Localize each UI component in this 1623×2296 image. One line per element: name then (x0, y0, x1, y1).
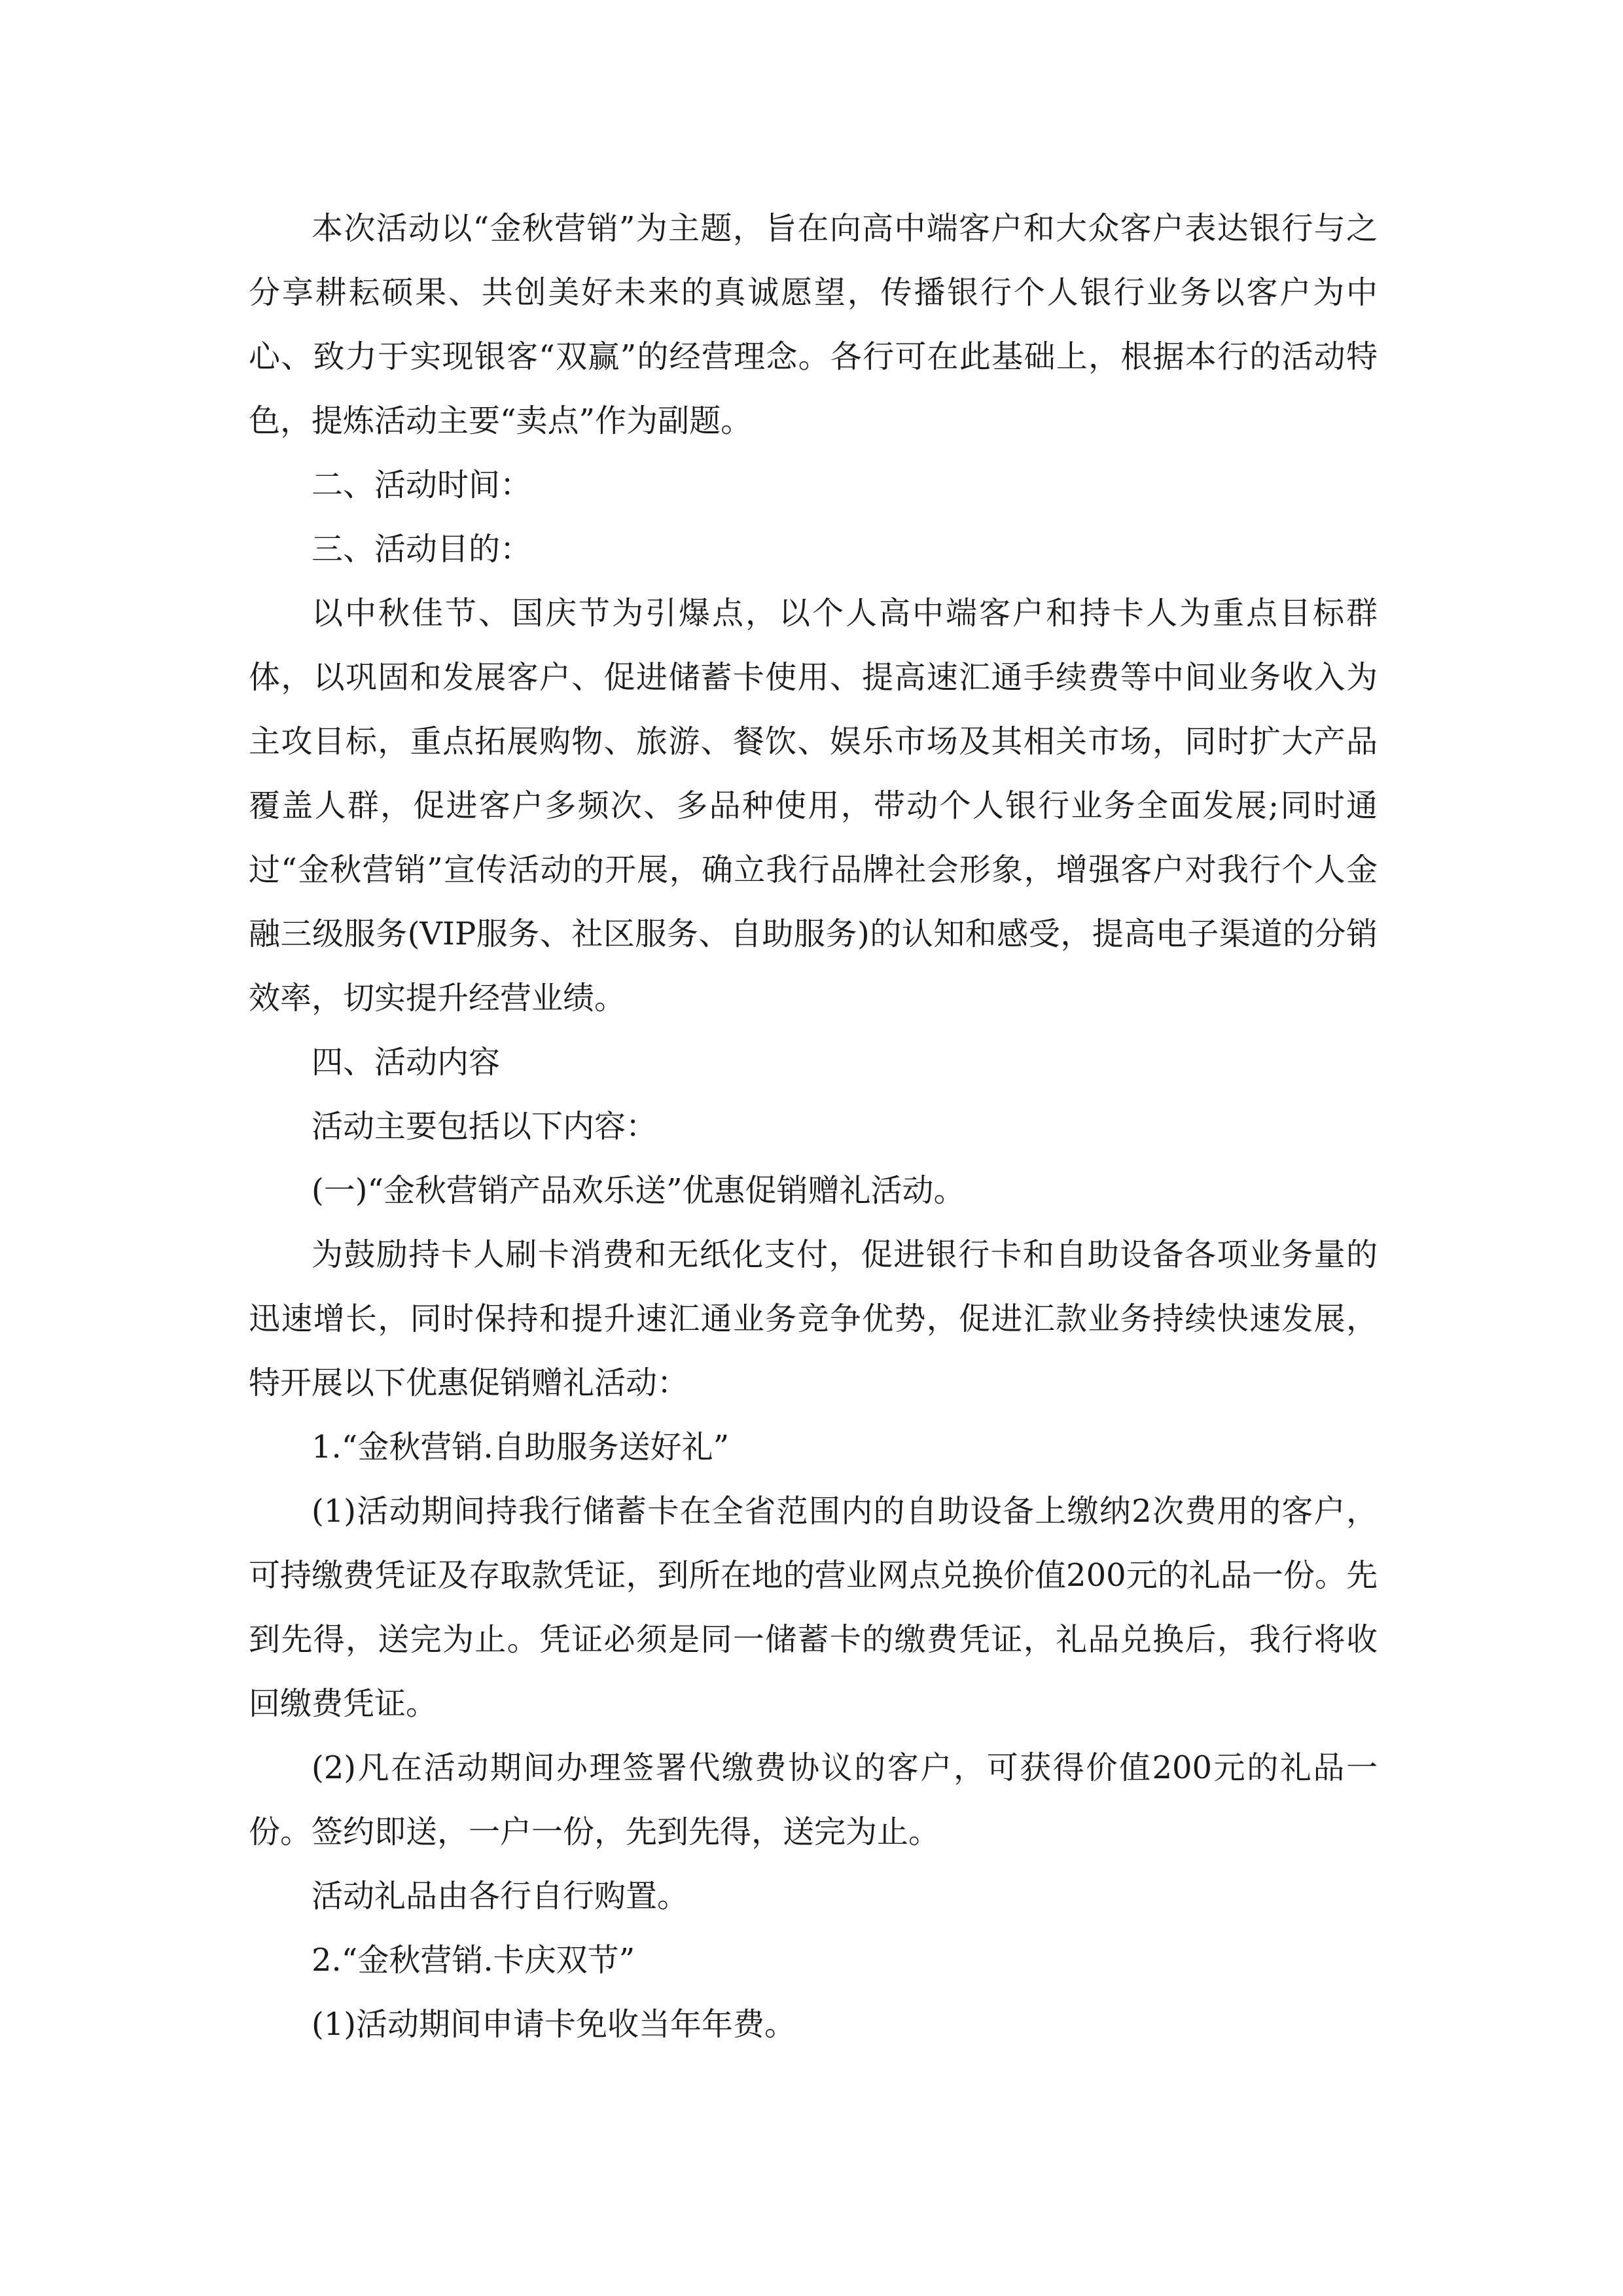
paragraph-self-service-rule-1: (1)活动期间持我行储蓄卡在全省范围内的自助设备上缴纳2次费用的客户，可持缴费凭证及存取款凭证，到所在地的营业网点兑换价值200元的礼品一份。先到先得，送完为止。凭证必须是同一储蓄卡的缴费凭证，礼品兑换后，我行将收回缴费凭证。 (249, 1493, 1378, 1722)
item-self-service-gift: 1.“金秋营销.自助服务送好礼” (312, 1429, 730, 1465)
paragraph-card-fee-waiver: (1)活动期间申请卡免收当年年费。 (312, 2006, 796, 2043)
item-card-double-festival: 2.“金秋营销.卡庆双节” (312, 1942, 635, 1979)
heading-activity-time: 二、活动时间： (312, 467, 532, 503)
paragraph-purpose: 以中秋佳节、国庆节为引爆点，以个人高中端客户和持卡人为重点目标群体，以巩固和发展客户、促进储蓄卡使用、提高速汇通手续费等中间业务收入为主攻目标，重点拓展购物、旅游、餐饮、娱乐市场及其相关市场，同时扩大产品覆盖人群，促进客户多频次、多品种使用，带动个人银行业务全面发展;同时通过“金秋营销”宣传活动的开展，确立我行品牌社会形象，增强客户对我行个人金融三级服务(VIP服务、社区服务、自助服务)的认知和感受，提高电子渠道的分销效率，切实提升经营业绩。 (249, 595, 1378, 1016)
paragraph-theme: 本次活动以“金秋营销”为主题，旨在向高中端客户和大众客户表达银行与之分享耕耘硕果、共创美好未来的真诚愿望，传播银行个人银行业务以客户为中心、致力于实现银客“双赢”的经营理念。各行可在此基础上，根据本行的活动特色，提炼活动主要“卖点”作为副题。 (249, 210, 1378, 439)
subheading-promotion: (一)“金秋营销产品欢乐送”优惠促销赠礼活动。 (312, 1172, 965, 1209)
paragraph-promotion-intro: 为鼓励持卡人刷卡消费和无纸化支付，促进银行卡和自助设备各项业务量的迅速增长，同时保持和提升速汇通业务竞争优势，促进汇款业务持续快速发展，特开展以下优惠促销赠礼活动： (249, 1236, 1378, 1401)
paragraph-self-service-rule-2: (2)凡在活动期间办理签署代缴费协议的客户，可获得价值200元的礼品一份。签约即送，一户一份，先到先得，送完为止。 (249, 1749, 1378, 1850)
paragraph-content-intro: 活动主要包括以下内容： (312, 1108, 658, 1145)
heading-activity-purpose: 三、活动目的： (312, 531, 532, 567)
heading-activity-content: 四、活动内容 (312, 1044, 501, 1081)
document-body (249, 196, 1378, 2056)
paragraph-gift-purchase: 活动礼品由各行自行购置。 (312, 1878, 689, 1914)
